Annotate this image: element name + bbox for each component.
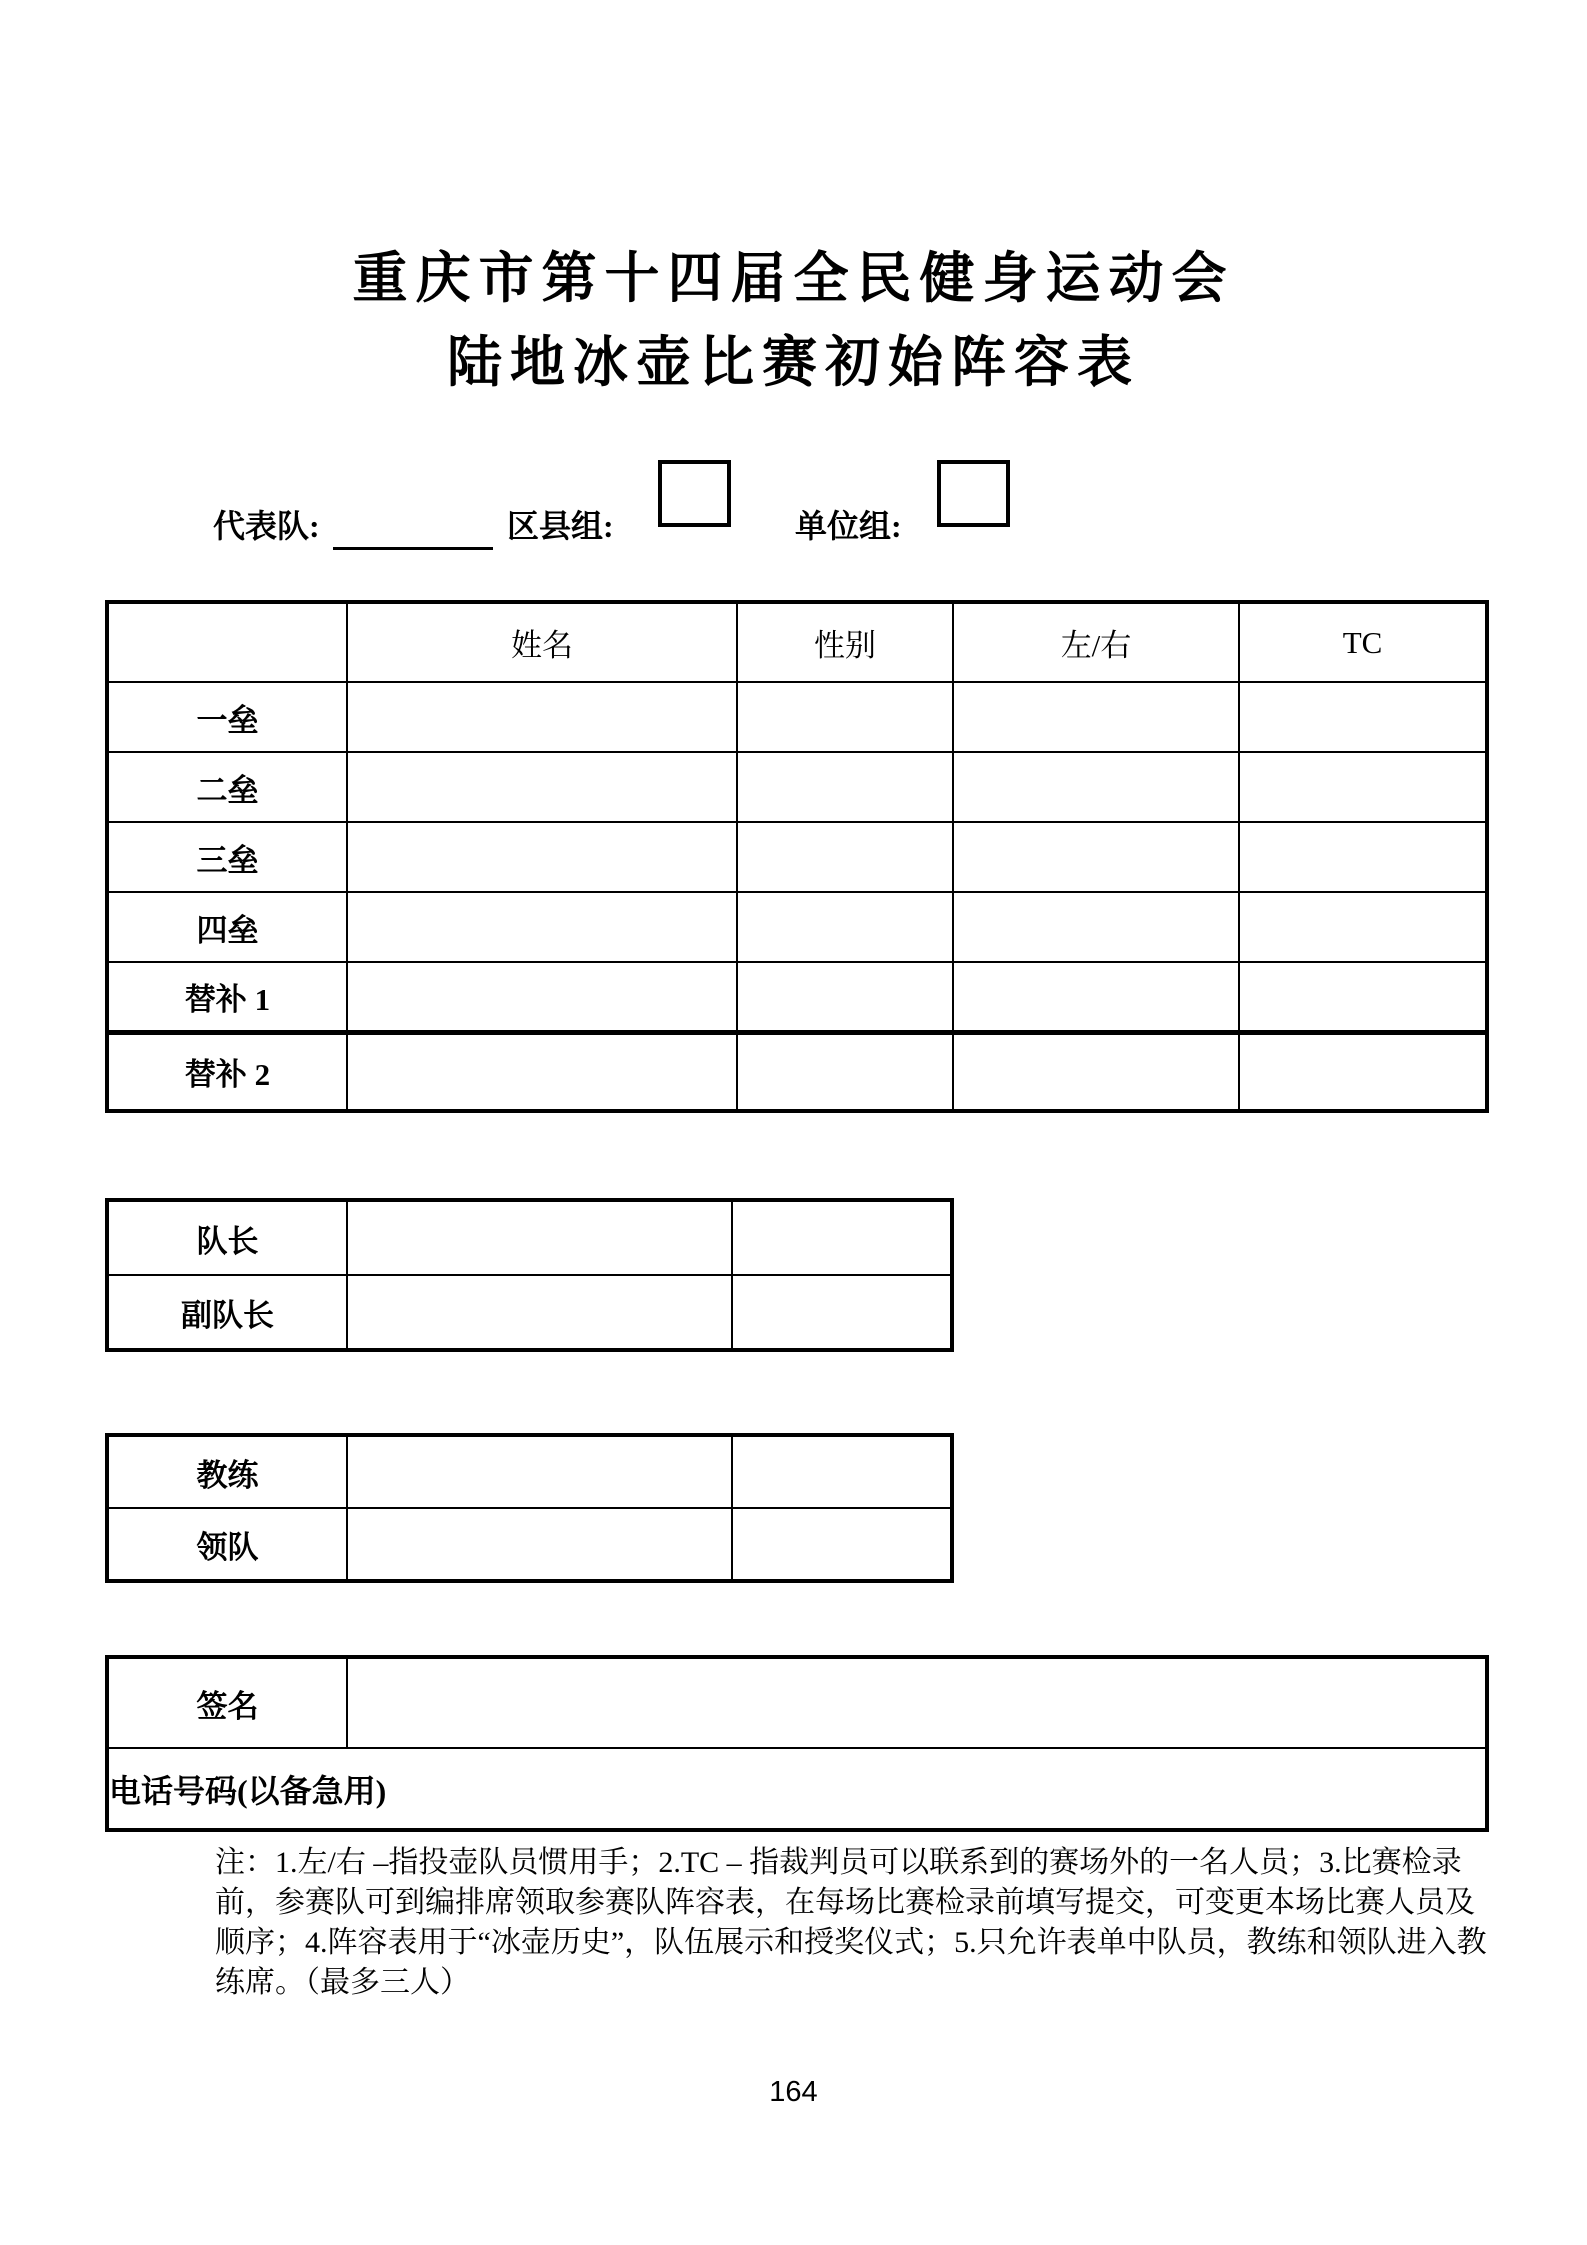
page-title-line1: 重庆市第十四届全民健身运动会 — [352, 248, 1235, 309]
roster-cell-hand[interactable] — [953, 822, 1239, 892]
signature-label: 签名 — [107, 1657, 347, 1748]
vice-captain-extra-cell[interactable] — [732, 1275, 952, 1350]
roster-header-name: 姓名 — [347, 602, 737, 682]
roster-cell-name[interactable] — [347, 822, 737, 892]
unit-group-label: 单位组: — [795, 508, 902, 544]
team-name-label: 代表队: — [213, 508, 320, 544]
roster-cell-hand[interactable] — [953, 1032, 1239, 1111]
roster-cell-tc[interactable] — [1239, 962, 1487, 1032]
roster-cell-tc[interactable] — [1239, 822, 1487, 892]
staff-table — [105, 1433, 954, 1583]
roster-cell-name[interactable] — [347, 1032, 737, 1111]
roster-cell-hand[interactable] — [953, 962, 1239, 1032]
roster-row-label-sub2: 替补 2 — [107, 1032, 347, 1111]
page-title-line2: 陆地冰壶比赛初始阵容表 — [446, 332, 1140, 393]
notes-block — [215, 1843, 1487, 2003]
roster-cell-gender[interactable] — [737, 1032, 953, 1111]
roster-cell-tc[interactable] — [1239, 1032, 1487, 1111]
signature-table — [105, 1655, 1489, 1832]
vice-captain-cell[interactable] — [347, 1275, 732, 1350]
roster-cell-gender[interactable] — [737, 892, 953, 962]
roster-row-label-fourth: 四垒 — [107, 892, 347, 962]
roster-cell-gender[interactable] — [737, 682, 953, 752]
roster-cell-tc[interactable] — [1239, 752, 1487, 822]
roster-cell-name[interactable] — [347, 962, 737, 1032]
team-leader-extra-cell[interactable] — [732, 1508, 952, 1581]
roster-cell-hand[interactable] — [953, 752, 1239, 822]
captain-cell[interactable] — [347, 1200, 732, 1275]
coach-cell[interactable] — [347, 1435, 732, 1508]
team-name-blank-field[interactable] — [333, 505, 493, 550]
roster-header-hand: 左/右 — [953, 602, 1239, 682]
roster-row-label-lead: 一垒 — [107, 682, 347, 752]
district-group-checkbox[interactable] — [658, 460, 731, 527]
district-group-label: 区县组: — [507, 508, 614, 544]
notes-line-4: 练席。（最多三人） — [215, 1966, 470, 1999]
roster-row-label-third: 三垒 — [107, 822, 347, 892]
roster-cell-gender[interactable] — [737, 962, 953, 1032]
roster-header-tc: TC — [1239, 602, 1487, 682]
captain-extra-cell[interactable] — [732, 1200, 952, 1275]
roster-cell-gender[interactable] — [737, 752, 953, 822]
roster-header-gender: 性别 — [737, 602, 953, 682]
notes-line-1: 注：1.左/右 –指投壶队员惯用手；2.TC – 指裁判员可以联系到的赛场外的一名人员；3.比赛检录 — [215, 1846, 1462, 1879]
captain-row-label: 队长 — [107, 1200, 347, 1275]
team-leader-row-label: 领队 — [107, 1508, 347, 1581]
phone-number-cell[interactable]: 电话号码(以备急用) — [107, 1748, 1487, 1830]
roster-cell-name[interactable] — [347, 752, 737, 822]
roster-cell-name[interactable] — [347, 682, 737, 752]
coach-row-label: 教练 — [107, 1435, 347, 1508]
roster-cell-tc[interactable] — [1239, 892, 1487, 962]
vice-captain-row-label: 副队长 — [107, 1275, 347, 1350]
notes-line-2: 前，参赛队可到编排席领取参赛队阵容表，在每场比赛检录前填写提交，可变更本场比赛人员及 — [215, 1886, 1475, 1919]
roster-cell-gender[interactable] — [737, 822, 953, 892]
roster-cell-hand[interactable] — [953, 892, 1239, 962]
captain-table — [105, 1198, 954, 1352]
roster-cell-name[interactable] — [347, 892, 737, 962]
notes-line-3: 顺序；4.阵容表用于“冰壶历史”，队伍展示和授奖仪式；5.只允许表单中队员，教练和领队进入教 — [215, 1926, 1487, 1959]
page-number: 164 — [769, 2076, 818, 2108]
roster-table — [105, 600, 1489, 1113]
roster-row-label-second: 二垒 — [107, 752, 347, 822]
roster-cell-hand[interactable] — [953, 682, 1239, 752]
roster-header-position — [107, 602, 347, 682]
roster-cell-tc[interactable] — [1239, 682, 1487, 752]
coach-extra-cell[interactable] — [732, 1435, 952, 1508]
unit-group-checkbox[interactable] — [937, 460, 1010, 527]
roster-row-label-sub1: 替补 1 — [107, 962, 347, 1032]
team-leader-cell[interactable] — [347, 1508, 732, 1581]
signature-cell[interactable] — [347, 1657, 1487, 1748]
